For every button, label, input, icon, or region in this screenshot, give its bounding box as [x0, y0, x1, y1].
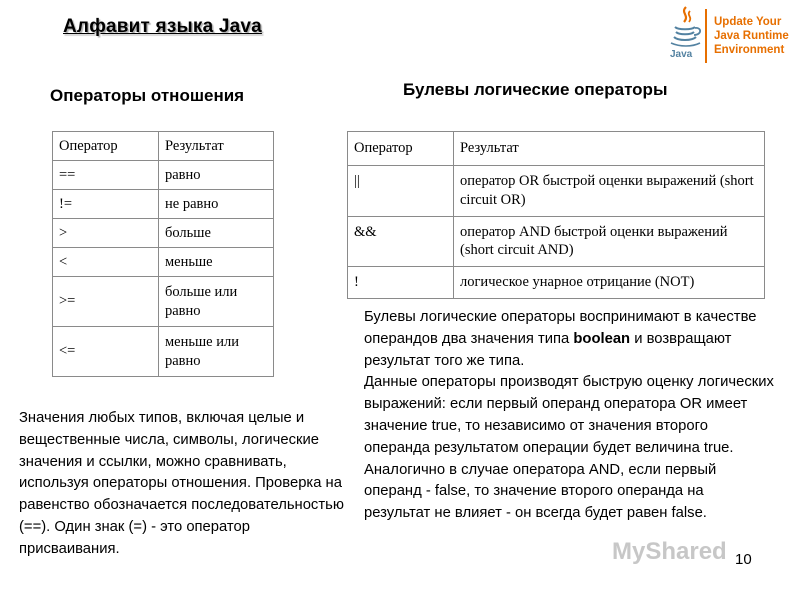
operator-cell: &&: [348, 216, 454, 267]
java-cup-icon: [666, 5, 706, 49]
header-cell: Результат: [454, 132, 765, 166]
operator-cell: <: [53, 248, 159, 277]
relational-operators-table: [52, 131, 274, 377]
slide-title: Алфавит языка Java: [63, 16, 262, 37]
operator-cell: ||: [348, 165, 454, 216]
table-row: [348, 216, 765, 267]
update-line-2: Java Runtime: [714, 30, 789, 42]
relational-operators-heading: Операторы отношения: [50, 86, 245, 105]
result-cell: логическое унарное отрицание (NOT): [454, 267, 765, 299]
logo-divider: [705, 9, 707, 63]
page-number: 10: [735, 551, 752, 568]
result-cell: больше или равно: [159, 277, 274, 327]
update-line-1: Update Your: [714, 16, 782, 28]
boolean-operators-table: [347, 131, 765, 299]
operator-cell: >=: [53, 277, 159, 327]
java-wordmark: Java: [670, 49, 693, 60]
result-cell: оператор OR быстрой оценки выражений (short circuit OR): [454, 165, 765, 216]
update-text: [714, 15, 789, 57]
result-cell: не равно: [159, 190, 274, 219]
table-row: [53, 248, 274, 277]
header-cell: Оператор: [53, 132, 159, 161]
result-cell: больше: [159, 219, 274, 248]
boolean-operators-heading: Булевы логические операторы: [403, 80, 668, 99]
java-update-logo: [664, 5, 794, 67]
operator-cell: >: [53, 219, 159, 248]
table-row: [53, 219, 274, 248]
table-row: [348, 165, 765, 216]
result-cell: меньше или равно: [159, 327, 274, 377]
operator-cell: !: [348, 267, 454, 299]
table-row: [53, 327, 274, 377]
result-cell: меньше: [159, 248, 274, 277]
boolean-description: [364, 307, 774, 525]
table-row: [348, 267, 765, 299]
result-cell: равно: [159, 161, 274, 190]
table-row: [53, 161, 274, 190]
update-line-3: Environment: [714, 44, 785, 56]
table-row: [53, 190, 274, 219]
boolean-description-short-circuit: Данные операторы производят быструю оценку логических выражений: если первый операнд оператора OR имеет значение true, то независимо от значения второго операнда результатом операции будет величина true. Аналогично в случае оператора AND, если первый операнд - false, то значение второго операнда на результат не влияет - он всегда будет равен false.: [364, 374, 774, 522]
boolean-description-part: и возвращают результат того же типа.: [364, 330, 732, 369]
table-header-row: [53, 132, 274, 161]
table-header-row: [348, 132, 765, 166]
header-cell: Оператор: [348, 132, 454, 166]
table-row: [53, 277, 274, 327]
relational-description: Значения любых типов, включая целые и вещественные числа, символы, логические значения и ссылки, можно сравнивать, используя операторы отношения. Проверка на равенство обозначается последовательностью (==). Один знак (=) - это оператор присваивания.: [19, 410, 344, 557]
operator-cell: ==: [53, 161, 159, 190]
boolean-keyword: boolean: [573, 330, 631, 347]
operator-cell: <=: [53, 327, 159, 377]
operator-cell: !=: [53, 190, 159, 219]
header-cell: Результат: [159, 132, 274, 161]
boolean-description-part: Булевы логические операторы воспринимают в качестве операндов два значения типа: [364, 309, 757, 347]
result-cell: оператор AND быстрой оценки выражений (short circuit AND): [454, 216, 765, 267]
watermark: MyShared: [612, 538, 727, 565]
